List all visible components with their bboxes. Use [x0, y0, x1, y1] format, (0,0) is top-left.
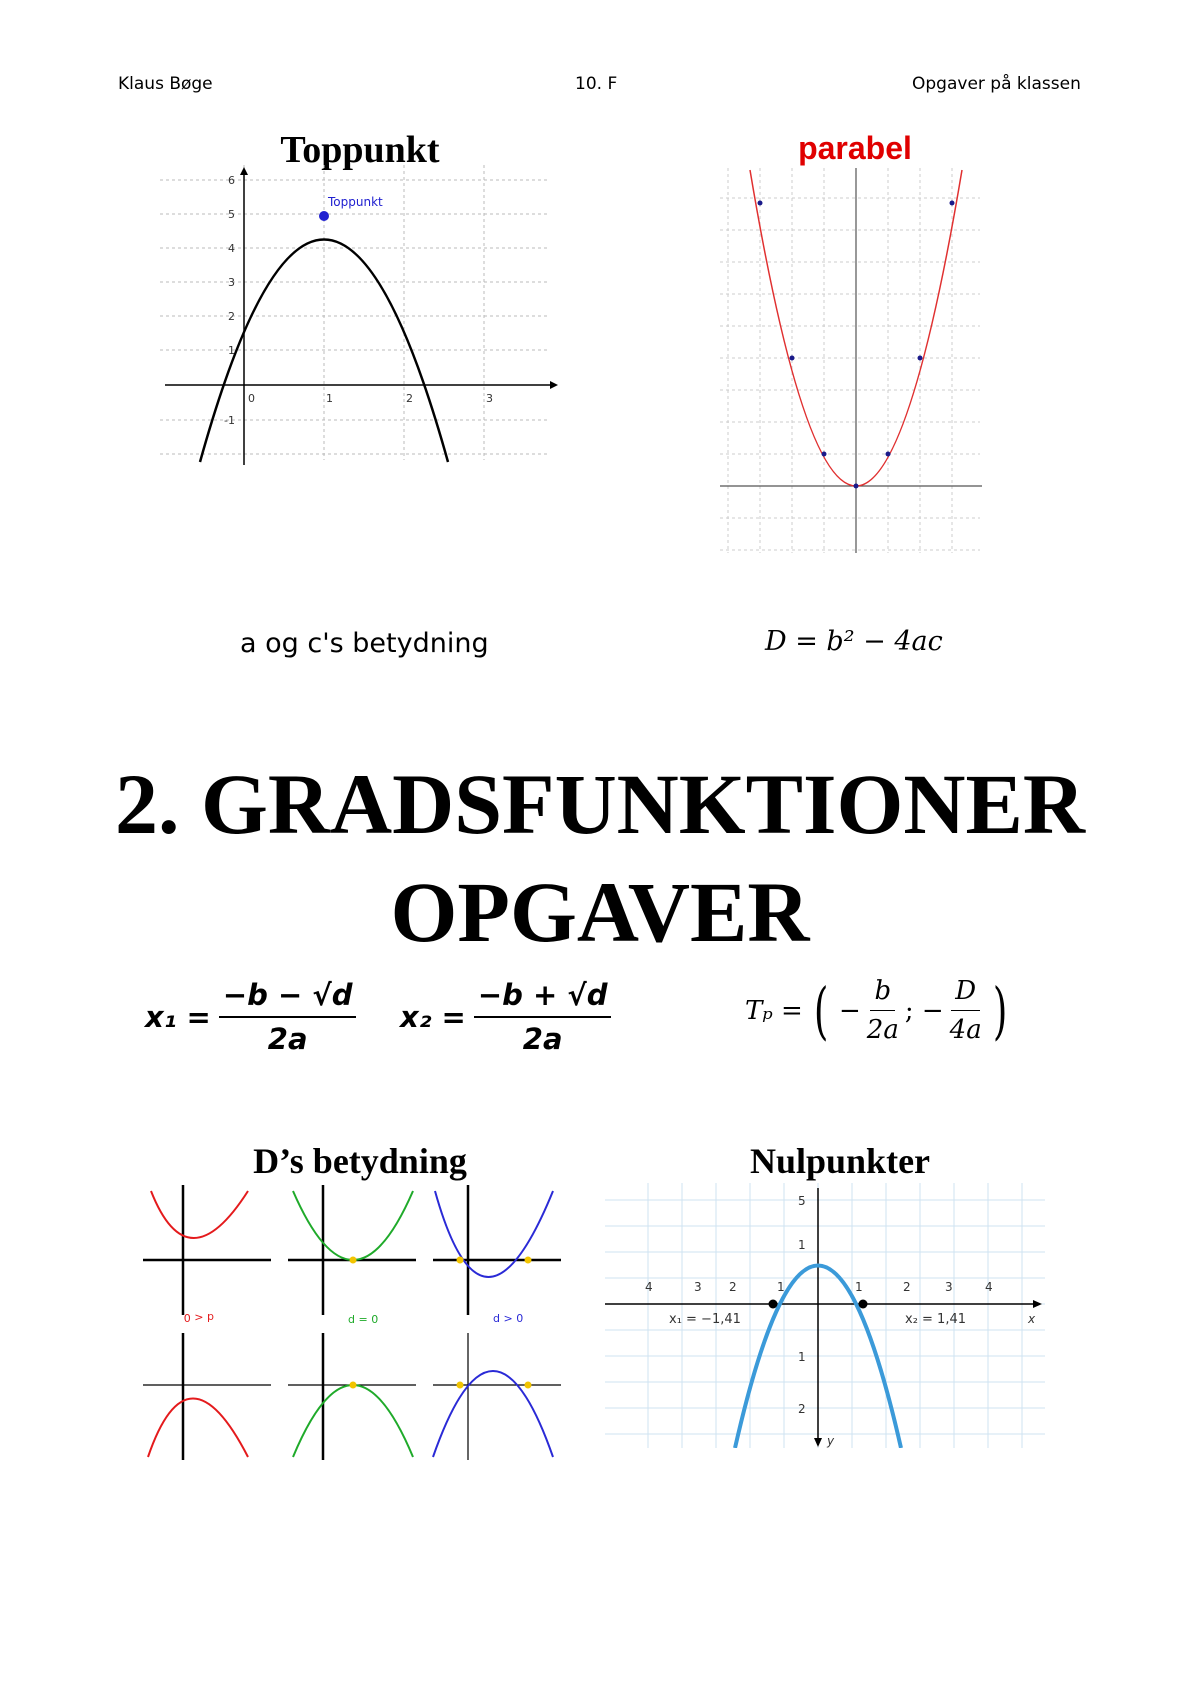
- formula-vertex: Tₚ = ( − $\frac{b}{2a}$ ; − $\frac{D}{4a}$ ): [745, 974, 1008, 1047]
- formula-x1: [145, 978, 356, 1056]
- y-tick: 4: [228, 242, 235, 255]
- x-tick: 3: [486, 392, 493, 405]
- vertex-point: [319, 211, 329, 221]
- x1-denominator: 2a: [267, 1022, 308, 1056]
- a-c-note: a og c's betydning: [240, 628, 489, 659]
- d-betydning-title: D’s betydning: [253, 1141, 467, 1181]
- x-tick: 2: [903, 1280, 911, 1294]
- tp-lhs: Tₚ =: [745, 995, 803, 1026]
- header-author: Klaus Bøge: [118, 74, 213, 94]
- x-tick: 1: [777, 1280, 785, 1294]
- root-right-point: [859, 1300, 868, 1309]
- tp-4a: 4a: [949, 1015, 982, 1045]
- x-tick: 1: [855, 1280, 863, 1294]
- root-left-label: x₁ = −1,41: [669, 1312, 741, 1327]
- header-topic: Opgaver på klassen: [912, 74, 1081, 94]
- x-tick: 1: [326, 392, 333, 405]
- formula-x2: [400, 978, 611, 1056]
- x-tick: 2: [406, 392, 413, 405]
- y-tick: 2: [798, 1402, 806, 1416]
- x-tick: 0: [248, 392, 255, 405]
- tp-D: D: [951, 976, 980, 1011]
- nulpunkter-graph: [605, 1183, 1055, 1448]
- main-title-line2: OPGAVER: [390, 864, 810, 960]
- tp-2a: 2a: [866, 1015, 899, 1045]
- panel-d-positive-up: [433, 1185, 561, 1315]
- x-tick: 4: [985, 1280, 993, 1294]
- y-tick: 1: [798, 1238, 806, 1252]
- root-left-point: [769, 1300, 778, 1309]
- y-tick: 5: [798, 1194, 806, 1208]
- toppunkt-title: Toppunkt: [280, 129, 440, 171]
- x-tick: 3: [694, 1280, 702, 1294]
- x-tick: 3: [945, 1280, 953, 1294]
- panel-d-negative-down: [143, 1333, 271, 1460]
- vertex-label: Toppunkt: [328, 195, 383, 209]
- header-class: 10. F: [575, 74, 618, 94]
- panel-d-negative-up: [143, 1185, 271, 1315]
- x2-lhs: x₂ =: [400, 1000, 466, 1034]
- label-d-negative: d < 0: [183, 1311, 214, 1324]
- x-tick: 4: [645, 1280, 653, 1294]
- nulpunkter-title: Nulpunkter: [749, 1141, 931, 1181]
- toppunkt-graph: [160, 165, 560, 465]
- root-right-label: x₂ = 1,41: [905, 1312, 967, 1327]
- y-tick: 2: [228, 310, 235, 323]
- panel-d-positive-down: [433, 1333, 561, 1460]
- main-title-line1: 2. GRADSFUNKTIONER: [115, 756, 1085, 852]
- panel-d-zero-up: [288, 1185, 416, 1315]
- d-betydning-graph: [143, 1185, 573, 1460]
- y-tick: 6: [228, 174, 235, 187]
- y-tick: 5: [228, 208, 235, 221]
- x2-denominator: 2a: [522, 1022, 563, 1056]
- x-axis-label: x: [1028, 1312, 1036, 1326]
- label-d-positive: d > 0: [493, 1312, 524, 1325]
- y-axis-label: y: [827, 1434, 835, 1448]
- y-tick: 1: [798, 1350, 806, 1364]
- y-tick: 3: [228, 276, 235, 289]
- y-tick: -1: [224, 414, 235, 427]
- y-tick: 1: [228, 344, 235, 357]
- tp-b: b: [870, 976, 895, 1011]
- label-d-zero: d = 0: [348, 1313, 379, 1326]
- x1-numerator: −b − √d: [219, 978, 357, 1018]
- parabola-curve: [200, 240, 448, 463]
- x-tick: 2: [729, 1280, 737, 1294]
- x1-lhs: x₁ =: [145, 1000, 211, 1034]
- x2-numerator: −b + √d: [474, 978, 612, 1018]
- parabel-title: parabel: [798, 130, 912, 166]
- panel-d-zero-down: [288, 1333, 416, 1460]
- parabel-graph: [720, 168, 990, 558]
- discriminant-formula: D = b² − 4ac: [765, 626, 943, 657]
